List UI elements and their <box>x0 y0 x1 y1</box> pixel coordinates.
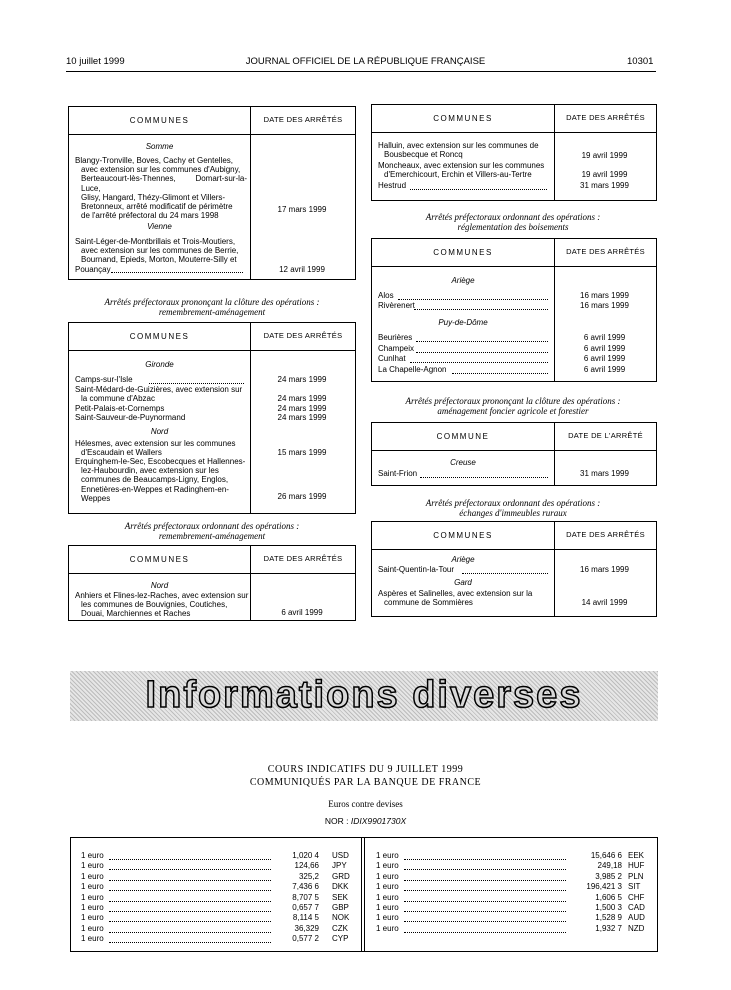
rate-unit: 1 euro <box>376 882 399 892</box>
commune-entry: Champeix <box>378 344 415 353</box>
caption: Arrêtés préfectoraux prononçant la clôture des opérations : remembrement-aménagement <box>104 297 320 317</box>
rate-unit: 1 euro <box>376 892 399 902</box>
leader-dots <box>109 932 271 933</box>
date-value: 24 mars 1999 <box>277 394 327 403</box>
rate-value: 8,114 5 <box>292 913 319 923</box>
commune-entry: Anhiers et Flines-lez-Raches, avec extension sur les communes de Bouvignies, Coutiches, Douai, Marchiennes et Raches <box>75 591 249 619</box>
leader-dots <box>109 901 271 902</box>
table-cut-rule <box>68 620 356 621</box>
commune-entry: Rivèrenert <box>378 301 415 310</box>
currency-code: GRD <box>332 871 350 881</box>
date-value: 24 mars 1999 <box>277 413 327 422</box>
region-label: Ariège <box>451 276 475 285</box>
left-table-3 <box>68 545 356 621</box>
commune-entry: Saint-Léger-de-Montbrillais et Trois-Moutiers, avec extension sur les communes de Berrie, Bournand, Epieds, Morton, Mouterre-Silly et Pouançay <box>75 237 239 274</box>
section-banner <box>70 671 658 721</box>
rate-value: 1,020 4 <box>292 851 319 860</box>
commune-entry: Saint-Sauveur-de-Puynormand <box>75 413 186 422</box>
col-header-communes: COMMUNES <box>129 554 190 564</box>
commune-entry: La Chapelle-Agnon <box>378 365 447 374</box>
date-value: 24 mars 1999 <box>277 404 327 413</box>
date-value: 31 mars 1999 <box>580 181 629 190</box>
date-value: 15 mars 1999 <box>277 448 327 457</box>
col-header-communes: COMMUNES <box>129 331 190 341</box>
region-label: Ariège <box>451 555 475 564</box>
commune-entry: Saint-Médard-de-Guizières, avec extension sur la commune d'Abzac <box>75 385 243 404</box>
rate-unit: 1 euro <box>81 871 104 881</box>
currency-code: CHF <box>628 892 645 902</box>
rate-unit: 1 euro <box>81 892 104 902</box>
rate-value: 36,329 <box>294 923 319 933</box>
rate-value: 7,436 6 <box>292 882 319 892</box>
leader-dots <box>404 901 566 902</box>
currency-code: USD <box>332 851 349 860</box>
leader-dots <box>109 890 271 891</box>
leader-dots <box>404 859 566 860</box>
commune-entry: Saint-Quentin-la-Tour <box>378 565 455 574</box>
rate-unit: 1 euro <box>376 871 399 881</box>
region-label: Somme <box>145 142 174 151</box>
commune-entry: Aspères et Salinelles, avec extension sur la commune de Sommières <box>378 589 533 608</box>
rate-unit: 1 euro <box>81 861 104 871</box>
currency-code: JPY <box>332 861 347 871</box>
region-label: Gironde <box>145 360 174 369</box>
date-value: 16 mars 1999 <box>580 291 629 300</box>
caption: Arrêtés préfectoraux ordonnant des opérations : échanges d'immeubles ruraux <box>425 498 601 518</box>
rate-value: 1,528 9 <box>595 913 622 923</box>
rate-value: 249,18 <box>597 861 622 871</box>
region-label: Creuse <box>450 458 476 467</box>
currency-code: CAD <box>628 903 645 912</box>
caption: Arrêtés préfectoraux ordonnant des opérations : réglementation des boisements <box>425 212 601 232</box>
commune-entry: Hélesmes, avec extension sur les communes d'Escaudain et Wallers <box>75 439 236 458</box>
commune-entry: Moncheaux, avec extension sur les communes d'Emerchicourt, Erchin et Villers-au-Tertre <box>378 161 545 180</box>
commune-entry: Cunlhat <box>378 354 406 363</box>
currency-code: CZK <box>332 923 348 933</box>
rate-unit: 1 euro <box>376 913 399 923</box>
date-value: 6 avril 1999 <box>583 365 626 374</box>
commune-entry: Camps-sur-l'Isle <box>75 375 133 384</box>
date-value: 14 avril 1999 <box>581 598 628 607</box>
date-value: 6 avril 1999 <box>583 344 626 353</box>
commune-entry: Alos <box>378 291 394 300</box>
cours-title-2: COMMUNIQUÉS PAR LA BANQUE DE FRANCE <box>249 777 482 788</box>
leader-dots <box>404 932 566 933</box>
rate-unit: 1 euro <box>81 882 104 892</box>
currency-code: SEK <box>332 892 349 902</box>
rate-value: 1,932 7 <box>595 923 622 933</box>
header-page-number: 10301 <box>627 56 654 67</box>
date-value: 24 mars 1999 <box>277 375 327 384</box>
date-value: 19 avril 1999 <box>581 151 628 160</box>
currency-code: EEK <box>628 851 645 860</box>
currency-code: HUF <box>628 861 645 871</box>
currency-code: NZD <box>628 923 645 933</box>
rate-value: 3,985 2 <box>595 871 622 881</box>
rate-value: 196,421 3 <box>586 882 622 892</box>
rate-unit: 1 euro <box>376 851 399 860</box>
commune-entry: Petit-Palais-et-Cornemps <box>75 404 165 413</box>
col-header-commune: COMMUNE <box>436 431 490 441</box>
right-table-4 <box>371 521 657 617</box>
exchange-rates-table <box>70 837 658 952</box>
left-table-2 <box>68 322 356 514</box>
right-table-1 <box>371 104 657 201</box>
col-header-communes: COMMUNES <box>433 530 493 540</box>
commune-entry: Hestrud <box>378 181 407 190</box>
leader-dots <box>404 890 566 891</box>
rate-value: 0,577 2 <box>292 934 319 944</box>
rate-unit: 1 euro <box>376 903 399 912</box>
col-header-date: DATE DES ARRÊTÉS <box>250 323 355 350</box>
col-header-date: DATE DES ARRÊTÉS <box>250 107 355 134</box>
nor-reference: NOR : IDIX9901730X <box>324 816 407 826</box>
commune-entry: Saint-Frion <box>378 469 418 478</box>
caption: Arrêtés préfectoraux prononçant la clôture des opérations : aménagement foncier agricole et forestier <box>405 396 621 416</box>
date-value: 17 mars 1999 <box>277 205 327 214</box>
leader-dots <box>404 880 566 881</box>
region-label: Nord <box>150 581 169 590</box>
rate-value: 124,66 <box>294 861 319 871</box>
region-label: Gard <box>454 578 472 587</box>
date-value: 6 avril 1999 <box>583 354 626 363</box>
rate-value: 1,500 3 <box>595 903 622 912</box>
date-value: 26 mars 1999 <box>277 492 327 501</box>
rate-value: 15,646 6 <box>590 851 622 860</box>
currency-code: PLN <box>628 871 644 881</box>
rate-value: 1,606 5 <box>595 892 622 902</box>
right-table-2 <box>371 238 657 382</box>
region-label: Puy-de-Dôme <box>438 318 488 327</box>
date-value: 12 avril 1999 <box>279 265 325 274</box>
leader-dots <box>109 942 271 943</box>
header-rule <box>66 71 656 72</box>
cours-subtitle: Euros contre devises <box>328 799 403 809</box>
col-header-communes: COMMUNES <box>433 247 493 257</box>
leader-dots <box>109 869 271 870</box>
leader-dots <box>109 859 271 860</box>
col-header-date: DATE DES ARRÊTÉS <box>554 239 656 266</box>
rate-unit: 1 euro <box>81 934 104 944</box>
header-title: JOURNAL OFFICIEL DE LA RÉPUBLIQUE FRANÇAISE <box>245 56 486 67</box>
leader-dots <box>404 921 566 922</box>
leader-dots <box>109 880 271 881</box>
currency-code: GBP <box>332 903 349 912</box>
rate-unit: 1 euro <box>81 923 104 933</box>
rate-unit: 1 euro <box>376 923 399 933</box>
col-header-communes: COMMUNES <box>129 115 190 125</box>
date-value: 16 mars 1999 <box>580 301 629 310</box>
rate-unit: 1 euro <box>81 851 104 860</box>
cours-title-1: COURS INDICATIFS DU 9 JUILLET 1999 <box>267 764 464 775</box>
col-header-date: DATE DES ARRÊTÉS <box>554 522 656 549</box>
currency-code: NOK <box>332 913 350 923</box>
col-header-date: DATE DES ARRÊTÉS <box>250 546 355 573</box>
rate-value: 325,2 <box>298 871 319 881</box>
rate-value: 8,707 5 <box>292 892 319 902</box>
col-header-date: DATE DE L'ARRÊTÉ <box>554 423 656 450</box>
currency-code: CYP <box>332 934 349 944</box>
banner-title: Informations diverses <box>145 674 583 716</box>
leader-dots <box>109 921 271 922</box>
region-label: Vienne <box>147 222 172 231</box>
right-table-3 <box>371 422 657 486</box>
date-value: 19 avril 1999 <box>581 170 628 179</box>
currency-code: AUD <box>628 913 645 923</box>
currency-code: DKK <box>332 882 349 892</box>
leader-dots <box>404 869 566 870</box>
leader-dots <box>404 911 566 912</box>
date-value: 6 avril 1999 <box>583 333 626 342</box>
caption: Arrêtés préfectoraux ordonnant des opérations : remembrement-aménagement <box>124 521 300 541</box>
currency-code: SIT <box>628 882 641 892</box>
region-label: Nord <box>150 427 169 436</box>
commune-entry: Blangy-Tronville, Boves, Cachy et Gentelles, avec extension sur les communes d'Aubigny, Berteaucourt-lès-Thennes, Domart-sur-la-Luce, Glisy, Hangard, Thézy-Glimont et Villers- Bretonneux, arrêté modificatif de périmètre de l'arrêté préfectoral du 24 mars 1998 <box>75 156 247 221</box>
col-header-date: DATE DES ARRÊTÉS <box>554 105 656 132</box>
col-header-communes: COMMUNES <box>433 113 493 123</box>
date-value: 6 avril 1999 <box>281 608 323 617</box>
header-date: 10 juillet 1999 <box>66 56 125 67</box>
date-value: 16 mars 1999 <box>580 565 629 574</box>
leader-dots <box>109 911 271 912</box>
rate-unit: 1 euro <box>81 903 104 912</box>
date-value: 31 mars 1999 <box>580 469 629 478</box>
rate-unit: 1 euro <box>81 913 104 923</box>
rate-unit: 1 euro <box>376 861 399 871</box>
commune-entry: Halluin, avec extension sur les communes de Bousbecque et Roncq <box>378 141 539 160</box>
left-table-1 <box>68 106 356 280</box>
commune-entry: Erquinghem-le-Sec, Escobecques et Hallennes- lez-Haubourdin, avec extension sur les communes de Beaucamps-Ligny, Englos, Ennetières-en-Weppes et Radinghem-en- Weppes <box>75 457 246 503</box>
commune-entry: Beurières <box>378 333 413 342</box>
rate-value: 0,657 7 <box>292 903 319 912</box>
